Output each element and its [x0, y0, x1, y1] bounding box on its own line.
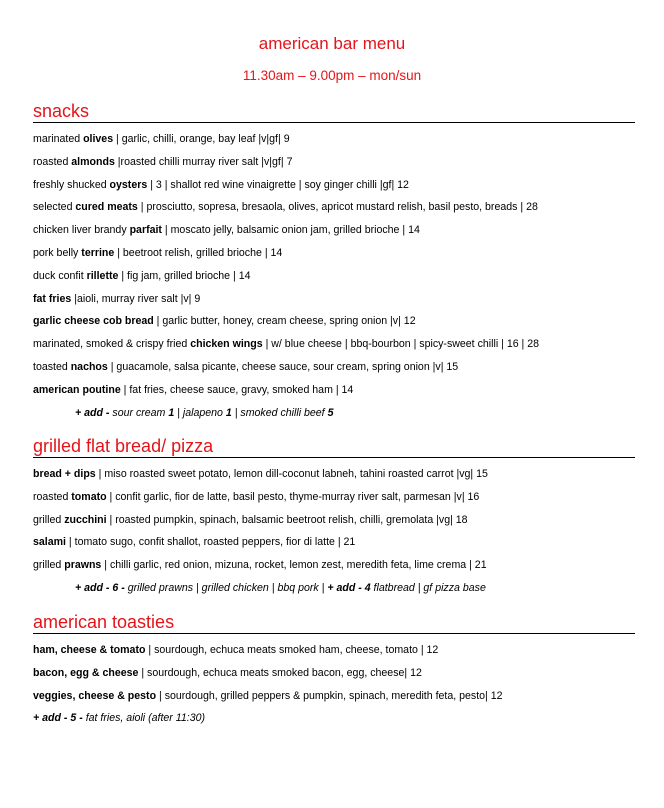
menu-item-name: salami — [33, 536, 66, 549]
menu-item-prefix: pork belly — [33, 246, 82, 259]
snacks-add-ons: + add - sour cream 1 | jalapeno 1 | smoked chilli beef 5 — [75, 406, 334, 419]
menu-item-name: american poutine — [33, 383, 121, 396]
menu-item-prefix: selected — [33, 201, 76, 214]
menu-item-name: terrine — [81, 246, 115, 259]
section-snacks — [33, 100, 635, 424]
menu-item-prefix: marinated — [33, 133, 84, 145]
menu-item-description: |roasted chilli murray river salt |v|gf| 7 — [114, 155, 293, 168]
menu-item-name: almonds — [71, 155, 115, 168]
pizza-add-ons: + add - 6 - grilled prawns | grilled chicken | bbq pork | + add - 4 flatbread | gf pizza base — [75, 581, 486, 594]
menu-item — [33, 379, 635, 402]
menu-item-prefix: roasted — [33, 490, 72, 503]
section-heading-toasties: american toasties — [33, 611, 635, 634]
menu-item-name: zucchini — [64, 513, 107, 526]
menu-item-description: | garlic, chilli, orange, bay leaf |v|gf| 9 — [113, 133, 290, 145]
menu-item-description: | w/ blue cheese | bbq-bourbon | spicy-sweet chilli | 16 | 28 — [262, 338, 540, 351]
menu-item — [33, 685, 635, 708]
menu-item-name: nachos — [70, 360, 108, 373]
menu-item-prefix: duck confit — [33, 269, 87, 282]
menu-item-description: | guacamole, salsa picante, cheese sauce, sour cream, spring onion |v| 15 — [107, 360, 459, 373]
menu-item — [33, 219, 635, 242]
menu-item-name: chicken wings — [190, 338, 263, 351]
menu-item — [33, 463, 635, 486]
menu-item-name: cured meats — [75, 201, 138, 214]
menu-item-description: |aioli, murray river salt |v| 9 — [71, 292, 201, 305]
menu-item-name: prawns — [64, 559, 102, 572]
menu-item-prefix: chicken liver brandy — [33, 224, 130, 237]
toasties-list — [33, 639, 635, 707]
menu-item-name: fat fries — [33, 292, 72, 305]
menu-item-description: | 3 | shallot red wine vinaigrette | soy ginger chilli |gf| 12 — [147, 178, 409, 191]
menu-item — [33, 310, 635, 333]
section-heading-snacks: snacks — [33, 100, 635, 123]
menu-item — [33, 662, 635, 685]
menu-item — [33, 242, 635, 265]
menu-item-prefix: toasted — [33, 360, 71, 373]
menu-item — [33, 288, 635, 311]
menu-hours: 11.30am – 9.00pm – mon/sun — [242, 68, 422, 83]
menu-item — [33, 554, 635, 577]
menu-item — [33, 174, 635, 197]
pizza-list — [33, 463, 635, 577]
menu-item-description: | sourdough, echuca meats smoked bacon, egg, cheese| 12 — [138, 666, 422, 679]
menu-item — [33, 196, 635, 219]
section-pizza — [33, 435, 635, 600]
menu-item — [33, 265, 635, 288]
menu-item — [33, 356, 635, 379]
snacks-list — [33, 128, 635, 402]
menu-item-description: | moscato jelly, balsamic onion jam, grilled brioche | 14 — [161, 224, 420, 237]
section-toasties — [33, 611, 635, 730]
menu-item-name: rillette — [86, 269, 119, 282]
menu-item-description: | sourdough, echuca meats smoked ham, cheese, tomato | 12 — [145, 644, 439, 656]
menu-item — [33, 531, 635, 554]
menu-item-name: ham, cheese & tomato — [33, 644, 146, 656]
menu-item-prefix: marinated, smoked & crispy fried — [33, 338, 191, 351]
menu-item-description: | beetroot relish, grilled brioche | 14 — [114, 246, 283, 259]
menu-item-name: garlic cheese cob bread — [33, 315, 154, 328]
menu-item — [33, 639, 635, 662]
toasties-add-ons: + add - 5 - fat fries, aioli (after 11:30) — [33, 712, 206, 725]
menu-item-name: tomato — [71, 490, 107, 503]
menu-item-description: | garlic butter, honey, cream cheese, spring onion |v| 12 — [153, 315, 416, 328]
menu-item-prefix: roasted — [33, 155, 72, 168]
menu-item-prefix: freshly shucked — [33, 178, 110, 191]
menu-item-name: bacon, egg & cheese — [33, 666, 139, 679]
menu-item-name: olives — [83, 133, 114, 145]
menu-item-name: veggies, cheese & pesto — [33, 689, 157, 702]
menu-item-name: parfait — [129, 224, 162, 237]
menu-item-description: | tomato sugo, confit shallot, roasted peppers, fior di latte | 21 — [65, 536, 356, 549]
menu-item-name: bread + dips — [33, 468, 96, 480]
menu-item-description: | miso roasted sweet potato, lemon dill-coconut labneh, tahini roasted carrot |vg| 15 — [95, 468, 488, 480]
menu-item — [33, 128, 635, 151]
menu-item-description: | sourdough, grilled peppers & pumpkin, spinach, meredith feta, pesto| 12 — [156, 689, 503, 702]
menu-item-name: oysters — [109, 178, 148, 191]
menu-item-description: | prosciutto, sopresa, bresaola, olives, apricot mustard relish, basil pesto, breads | 28 — [137, 201, 538, 214]
menu-item-description: | roasted pumpkin, spinach, balsamic beetroot relish, chilli, gremolata |vg| 18 — [106, 513, 468, 526]
section-heading-pizza: grilled flat bread/ pizza — [33, 435, 635, 458]
menu-item-description: | confit garlic, fior de latte, basil pesto, thyme-murray river salt, parmesan |v| 16 — [106, 490, 480, 503]
menu-item — [33, 333, 635, 356]
menu-item — [33, 151, 635, 174]
menu-item-description: | fat fries, cheese sauce, gravy, smoked ham | 14 — [120, 383, 354, 396]
menu-item-prefix: grilled — [33, 559, 65, 572]
menu-item — [33, 486, 635, 509]
menu-item-description: | chilli garlic, red onion, mizuna, rocket, lemon zest, meredith feta, lime crema | 21 — [101, 559, 487, 572]
menu-item — [33, 509, 635, 532]
menu-item-prefix: grilled — [33, 513, 65, 526]
menu-item-description: | fig jam, grilled brioche | 14 — [118, 269, 251, 282]
menu-title: american bar menu — [258, 34, 406, 53]
